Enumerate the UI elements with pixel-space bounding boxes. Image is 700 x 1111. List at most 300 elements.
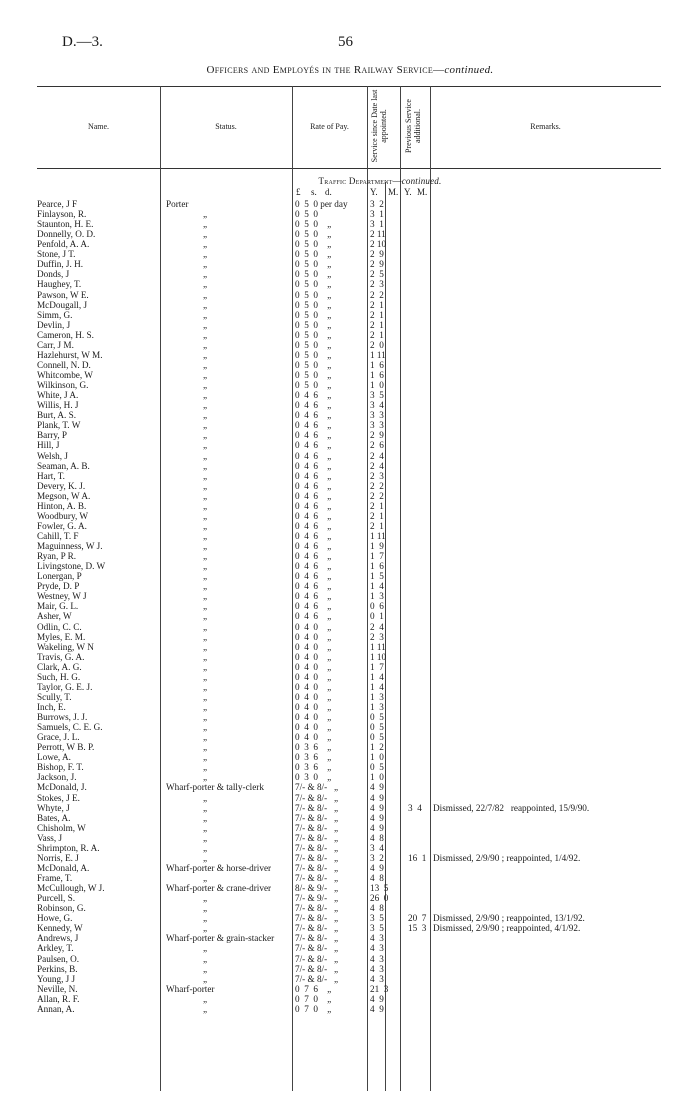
cell-status: „ — [203, 490, 208, 501]
cell-rate: 0 5 0 per day — [295, 199, 348, 209]
cell-rate: 0 5 0 „ — [295, 259, 332, 270]
cell-rate: 0 4 6 „ — [295, 440, 332, 451]
cell-status: „ — [203, 893, 208, 904]
cell-rate: 0 5 0 „ — [295, 299, 332, 310]
cell-rate: 0 5 0 „ — [295, 339, 332, 350]
cell-name: Carr, J M. — [37, 339, 74, 350]
cell-rate: 0 5 0 „ — [295, 370, 332, 381]
cell-rate: 7/- & 8/- „ — [295, 782, 339, 793]
cell-status: „ — [203, 259, 208, 270]
cell-status: „ — [203, 239, 208, 250]
cell-svc: 4 3 — [370, 943, 384, 954]
cell-rate: 0 3 6 „ — [295, 762, 332, 773]
column-header-remarks: Remarks. — [530, 122, 561, 131]
table-header-rule — [37, 168, 661, 169]
cell-name: Plank, T. W — [37, 420, 81, 431]
cell-name: Odlin, C. C. — [37, 621, 82, 632]
cell-svc: 4 8 — [370, 903, 384, 914]
cell-name: Ryan, P R. — [37, 551, 77, 562]
cell-rate: 0 5 0 „ — [295, 289, 332, 300]
cell-status: „ — [203, 349, 208, 360]
cell-svc: 1 4 — [370, 581, 384, 592]
cell-rate: 0 5 0 „ — [295, 329, 332, 340]
cell-svc: 2 1 — [370, 319, 384, 330]
cell-name: Hazlehurst, W M. — [37, 349, 103, 360]
cell-rate: 0 4 6 „ — [295, 571, 332, 582]
cell-svc: 2 1 — [370, 500, 384, 511]
cell-svc: 1 5 — [370, 571, 384, 582]
cell-rate: 0 4 6 „ — [295, 510, 332, 521]
cell-status: „ — [203, 279, 208, 290]
cell-svc: 13 5 — [370, 883, 389, 894]
cell-svc: 0 5 — [370, 722, 384, 733]
cell-status: „ — [203, 772, 208, 783]
cell-status: „ — [203, 470, 208, 481]
cell-svc: 3 2 — [370, 199, 384, 209]
cell-svc: 4 9 — [370, 822, 384, 833]
cell-name: Chisholm, W — [37, 822, 86, 833]
cell-svc: 3 1 — [370, 209, 384, 220]
cell-status: „ — [203, 520, 208, 531]
cell-rate: 0 4 0 „ — [295, 641, 332, 652]
cell-status: „ — [203, 903, 208, 914]
cell-svc: 4 9 — [370, 1003, 384, 1014]
cell-name: Burrows, J. J. — [37, 712, 88, 723]
cell-name: Neville, N. — [37, 983, 78, 994]
column-divider — [367, 86, 368, 1091]
column-header-rate: Rate of Pay. — [310, 122, 349, 131]
cell-name: Robinson, G. — [37, 903, 86, 914]
cell-svc: 2 9 — [370, 430, 384, 441]
cell-status: „ — [203, 963, 208, 974]
cell-svc: 2 3 — [370, 279, 384, 290]
cell-svc: 2 9 — [370, 259, 384, 270]
cell-svc: 2 2 — [370, 289, 384, 300]
cell-name: Hinton, A. B. — [37, 500, 87, 511]
cell-name: Jackson, J. — [37, 772, 77, 783]
cell-name: Donnelly, O. D. — [37, 229, 96, 240]
unit-pound: £ — [296, 187, 301, 197]
cell-name: Donds, J — [37, 269, 70, 280]
cell-name: Paulsen, O. — [37, 953, 80, 964]
cell-name: Megson, W A. — [37, 490, 91, 501]
cell-name: White, J A. — [37, 390, 79, 401]
cell-svc: 3 5 — [370, 390, 384, 401]
cell-rate: 0 4 6 „ — [295, 581, 332, 592]
cell-svc: 1 7 — [370, 661, 384, 672]
cell-rem: Dismissed, 2/9/90 ; reappointed, 4/1/92. — [433, 923, 581, 934]
cell-status: „ — [203, 671, 208, 682]
cell-name: Pryde, D. P — [37, 581, 80, 592]
cell-svc: 4 8 — [370, 832, 384, 843]
cell-status: „ — [203, 289, 208, 300]
cell-name: Devlin, J — [37, 319, 71, 330]
cell-svc: 1 7 — [370, 551, 384, 562]
cell-status: „ — [203, 249, 208, 260]
cell-status: „ — [203, 802, 208, 813]
cell-svc: 21 3 — [370, 983, 389, 994]
section-heading-main: Traffic Department— — [318, 176, 402, 186]
cell-status: „ — [203, 873, 208, 884]
cell-name: Woodbury, W — [37, 510, 89, 521]
cell-svc: 1 6 — [370, 561, 384, 572]
cell-svc: 4 9 — [370, 792, 384, 803]
cell-name: Whitcombe, W — [37, 370, 93, 381]
cell-svc: 1 6 — [370, 359, 384, 370]
cell-status: „ — [203, 792, 208, 803]
cell-status: „ — [203, 822, 208, 833]
section-heading — [160, 176, 600, 186]
cell-name: McDougall, J — [37, 299, 88, 310]
cell-name: Lonergan, P — [37, 571, 82, 582]
cell-status: „ — [203, 611, 208, 622]
cell-status: „ — [203, 219, 208, 230]
cell-status: „ — [203, 410, 208, 421]
cell-rate: 7/- & 8/- „ — [295, 953, 339, 964]
cell-svc: 4 9 — [370, 862, 384, 873]
cell-status: „ — [203, 953, 208, 964]
cell-status: „ — [203, 440, 208, 451]
cell-rate: 0 5 0 „ — [295, 309, 332, 320]
cell-rem: Dismissed, 22/7/82 reappointed, 15/9/90. — [433, 802, 590, 813]
column-divider — [385, 182, 386, 1091]
cell-rate: 0 4 0 „ — [295, 671, 332, 682]
cell-rate: 7/- & 8/- „ — [295, 933, 339, 944]
cell-rate: 0 4 6 „ — [295, 591, 332, 602]
cell-status: „ — [203, 309, 208, 320]
cell-svc: 1 3 — [370, 702, 384, 712]
cell-name: Pearce, J F — [37, 199, 78, 209]
cell-status: „ — [203, 561, 208, 572]
cell-rate: 0 5 0 „ — [295, 249, 332, 260]
column-divider — [400, 86, 401, 1091]
cell-svc: 4 8 — [370, 873, 384, 884]
cell-svc: 1 10 — [370, 651, 387, 662]
cell-rate: 7/- & 8/- „ — [295, 973, 339, 984]
cell-rate: 7/- & 8/- „ — [295, 832, 339, 843]
cell-status: „ — [203, 842, 208, 853]
cell-rate: 0 4 6 „ — [295, 400, 332, 411]
column-divider — [160, 86, 161, 1091]
page-title — [0, 64, 700, 76]
cell-svc: 2 11 — [370, 229, 386, 240]
cell-name: Haughey, T. — [37, 279, 82, 290]
cell-rate: 0 4 6 „ — [295, 430, 332, 441]
section-heading-continued: continued. — [401, 176, 442, 186]
cell-svc: 4 3 — [370, 953, 384, 964]
cell-svc: 3 3 — [370, 420, 384, 431]
cell-rate: 0 4 6 „ — [295, 611, 332, 622]
cell-rate: 0 4 6 „ — [295, 410, 332, 421]
cell-status: „ — [203, 450, 208, 461]
cell-name: Clark, A. G. — [37, 661, 82, 672]
cell-svc: 1 0 — [370, 772, 384, 783]
cell-status: „ — [203, 299, 208, 310]
cell-svc: 1 11 — [370, 641, 386, 652]
cell-svc: 2 1 — [370, 329, 384, 340]
cell-rate: 7/- & 8/- „ — [295, 913, 339, 924]
cell-svc: 3 3 — [370, 410, 384, 421]
cell-svc: 4 9 — [370, 812, 384, 823]
cell-status: „ — [203, 571, 208, 582]
cell-rate: 8/- & 9/- „ — [295, 883, 339, 894]
cell-name: Staunton, H. E. — [37, 219, 94, 230]
cell-name: Barry, P — [37, 430, 68, 441]
cell-name: Shrimpton, R. A. — [37, 842, 100, 853]
cell-status: „ — [203, 752, 208, 763]
cell-svc: 2 1 — [370, 299, 384, 310]
cell-rate: 0 5 0 „ — [295, 269, 332, 280]
cell-rate: 0 4 6 „ — [295, 450, 332, 461]
cell-svc: 1 6 — [370, 370, 384, 381]
cell-rate: 0 7 0 „ — [295, 1003, 332, 1014]
unit-pence: d. — [325, 187, 332, 197]
cell-status: „ — [203, 430, 208, 441]
cell-svc: 1 0 — [370, 380, 384, 391]
cell-rate: 0 4 0 „ — [295, 712, 332, 723]
cell-rate: 0 5 0 „ — [295, 239, 332, 250]
unit-years-previous: Y. — [404, 187, 412, 197]
cell-name: Westney, W J — [37, 591, 87, 602]
cell-svc: 1 11 — [370, 530, 386, 541]
page-title-main: Officers and Employés in the Railway Service— — [206, 64, 445, 76]
cell-svc: 0 5 — [370, 712, 384, 723]
cell-svc: 1 3 — [370, 691, 384, 702]
cell-rate: 7/- & 8/- „ — [295, 862, 339, 873]
cell-status: „ — [203, 601, 208, 612]
cell-rate: 0 4 0 „ — [295, 722, 332, 733]
unit-years: Y. — [370, 187, 378, 197]
cell-svc: 2 3 — [370, 631, 384, 642]
cell-status: „ — [203, 541, 208, 552]
cell-rate: 0 4 0 „ — [295, 661, 332, 672]
cell-status: „ — [203, 510, 208, 521]
cell-status: „ — [203, 530, 208, 541]
cell-svc: 0 6 — [370, 601, 384, 612]
cell-rate: 0 5 0 „ — [295, 359, 332, 370]
cell-status: „ — [203, 460, 208, 471]
cell-svc: 2 4 — [370, 450, 384, 461]
cell-rate: 0 4 6 „ — [295, 551, 332, 562]
cell-prev: 3 4 — [408, 802, 422, 813]
cell-name: Purcell, S. — [37, 893, 76, 904]
cell-svc: 3 1 — [370, 219, 384, 230]
cell-rate: 0 4 6 „ — [295, 500, 332, 511]
cell-rate: 0 5 0 „ — [295, 219, 332, 230]
cell-status: „ — [203, 269, 208, 280]
cell-status: „ — [203, 370, 208, 381]
cell-rate: 0 4 6 „ — [295, 490, 332, 501]
cell-name: Grace, J. L. — [37, 732, 80, 743]
cell-rate: 0 3 6 „ — [295, 752, 332, 763]
cell-status: „ — [203, 480, 208, 491]
cell-name: Wilkinson, G. — [37, 380, 89, 391]
cell-svc: 4 3 — [370, 963, 384, 974]
cell-status: „ — [203, 913, 208, 924]
cell-rate: 7/- & 8/- „ — [295, 792, 339, 803]
cell-status: „ — [203, 923, 208, 934]
cell-name: Andrews, J — [37, 933, 79, 944]
cell-rate: 0 4 0 „ — [295, 681, 332, 692]
cell-svc: 3 4 — [370, 842, 384, 853]
cell-name: Devery, K. J. — [37, 480, 86, 491]
cell-status: „ — [203, 500, 208, 511]
cell-rate: 7/- & 8/- „ — [295, 852, 339, 863]
column-header-status: Status. — [215, 122, 237, 131]
cell-rate: 0 4 0 „ — [295, 702, 332, 712]
cell-name: Perkins, B. — [37, 963, 78, 974]
cell-rate: 0 4 0 „ — [295, 732, 332, 743]
cell-svc: 1 2 — [370, 742, 384, 753]
cell-rate: 0 5 0 — [295, 209, 318, 220]
cell-name: Hill, J — [37, 440, 60, 451]
cell-svc: 2 0 — [370, 339, 384, 350]
cell-svc: 2 3 — [370, 470, 384, 481]
cell-status: Wharf-porter & horse-driver — [166, 862, 272, 873]
cell-name: Kennedy, W — [37, 923, 83, 934]
cell-status: „ — [203, 732, 208, 743]
cell-status: „ — [203, 209, 208, 220]
cell-rate: 7/- & 9/- „ — [295, 893, 339, 904]
cell-name: Frame, T. — [37, 873, 73, 884]
cell-status: „ — [203, 762, 208, 773]
cell-svc: 4 9 — [370, 782, 384, 793]
column-divider — [430, 86, 431, 1091]
cell-svc: 2 10 — [370, 239, 387, 250]
cell-status: „ — [203, 712, 208, 723]
cell-name: Norris, E. J — [37, 852, 79, 863]
cell-name: Whyte, J — [37, 802, 70, 813]
cell-name: Cahill, T. F — [37, 530, 79, 541]
cell-name: Mair, G. L. — [37, 601, 79, 612]
cell-status: „ — [203, 812, 208, 823]
cell-svc: 3 5 — [370, 913, 384, 924]
cell-rate: 0 4 0 „ — [295, 621, 332, 632]
cell-status: „ — [203, 691, 208, 702]
cell-rate: 0 4 6 „ — [295, 390, 332, 401]
cell-rem: Dismissed, 2/9/90 ; reappointed, 1/4/92. — [433, 852, 581, 863]
table-top-rule — [37, 86, 661, 87]
cell-name: Burt, A. S. — [37, 410, 77, 421]
page-title-continued: continued. — [444, 64, 494, 76]
cell-status: „ — [203, 591, 208, 602]
cell-name: McDonald, A. — [37, 862, 90, 873]
cell-svc: 2 9 — [370, 249, 384, 260]
cell-name: Travis, G. A. — [37, 651, 85, 662]
cell-status: „ — [203, 702, 208, 712]
cell-rate: 7/- & 8/- „ — [295, 812, 339, 823]
cell-name: Samuels, C. E. G. — [37, 722, 103, 733]
cell-prev: 20 7 — [408, 913, 427, 924]
cell-svc: 1 3 — [370, 591, 384, 602]
cell-svc: 2 6 — [370, 440, 384, 451]
cell-status: Wharf-porter & crane-driver — [166, 883, 272, 894]
cell-svc: 2 5 — [370, 269, 384, 280]
cell-svc: 3 5 — [370, 923, 384, 934]
column-header-service: Service since Date last appointed. — [370, 89, 388, 163]
cell-rate: 0 5 0 „ — [295, 229, 332, 240]
cell-status: Porter — [166, 199, 189, 209]
cell-status: Wharf-porter & grain-stacker — [166, 933, 275, 944]
cell-name: Livingstone, D. W — [37, 561, 106, 572]
cell-svc: 4 9 — [370, 993, 384, 1004]
cell-rate: 0 5 0 „ — [295, 349, 332, 360]
cell-status: „ — [203, 1003, 208, 1014]
cell-status: „ — [203, 319, 208, 330]
column-header-name: Name. — [87, 122, 110, 131]
cell-status: Wharf-porter — [166, 983, 215, 994]
cell-status: „ — [203, 551, 208, 562]
cell-rate: 0 4 6 „ — [295, 460, 332, 471]
cell-name: Willis, H. J — [37, 400, 79, 411]
cell-svc: 0 5 — [370, 732, 384, 743]
cell-rate: 7/- & 8/- „ — [295, 923, 339, 934]
cell-rate: 0 5 0 „ — [295, 380, 332, 391]
cell-status: „ — [203, 681, 208, 692]
cell-name: McDonald, J. — [37, 782, 87, 793]
cell-status: „ — [203, 943, 208, 954]
cell-svc: 2 1 — [370, 510, 384, 521]
cell-rate: 0 5 0 „ — [295, 319, 332, 330]
cell-rate: 7/- & 8/- „ — [295, 802, 339, 813]
cell-rate: 0 4 6 „ — [295, 561, 332, 572]
cell-status: „ — [203, 621, 208, 632]
cell-name: Perrott, W B. P. — [37, 742, 95, 753]
cell-rate: 0 5 0 „ — [295, 279, 332, 290]
cell-name: Seaman, A. B. — [37, 460, 90, 471]
cell-rate: 0 4 6 „ — [295, 480, 332, 491]
cell-name: Hart, T. — [37, 470, 65, 481]
cell-svc: 2 1 — [370, 309, 384, 320]
cell-name: Scully, T. — [37, 691, 72, 702]
cell-name: Finlayson, R. — [37, 209, 87, 220]
cell-status: „ — [203, 722, 208, 733]
cell-name: Pawson, W E. — [37, 289, 89, 300]
cell-rate: 0 4 0 „ — [295, 631, 332, 642]
cell-name: Vass, J — [37, 832, 63, 843]
cell-svc: 2 2 — [370, 490, 384, 501]
cell-status: „ — [203, 993, 208, 1004]
cell-rate: 0 3 6 „ — [295, 742, 332, 753]
cell-name: McCullough, W J. — [37, 883, 105, 894]
cell-status: „ — [203, 359, 208, 370]
cell-status: „ — [203, 380, 208, 391]
cell-name: Asher, W — [37, 611, 72, 622]
cell-name: Welsh, J — [37, 450, 68, 461]
cell-svc: 1 4 — [370, 681, 384, 692]
cell-svc: 1 0 — [370, 752, 384, 763]
cell-name: Howe, G. — [37, 913, 73, 924]
cell-status: „ — [203, 742, 208, 753]
cell-rate: 7/- & 8/- „ — [295, 903, 339, 914]
cell-svc: 2 4 — [370, 460, 384, 471]
cell-rate: 0 7 0 „ — [295, 993, 332, 1004]
column-header-previous: Previous Service additional. — [404, 99, 422, 153]
cell-name: Connell, N. D. — [37, 359, 91, 370]
cell-rate: 7/- & 8/- „ — [295, 842, 339, 853]
cell-name: Myles, E. M. — [37, 631, 86, 642]
cell-name: Stone, J T. — [37, 249, 76, 260]
cell-name: Inch, E. — [37, 702, 66, 712]
cell-rate: 7/- & 8/- „ — [295, 873, 339, 884]
cell-svc: 1 11 — [370, 349, 386, 360]
cell-rate: 0 4 0 „ — [295, 651, 332, 662]
cell-rate: 0 4 0 „ — [295, 691, 332, 702]
cell-svc: 3 2 — [370, 852, 384, 863]
cell-name: Young, J J — [37, 973, 76, 984]
cell-name: Taylor, G. E. J. — [37, 681, 93, 692]
cell-svc: 1 4 — [370, 671, 384, 682]
